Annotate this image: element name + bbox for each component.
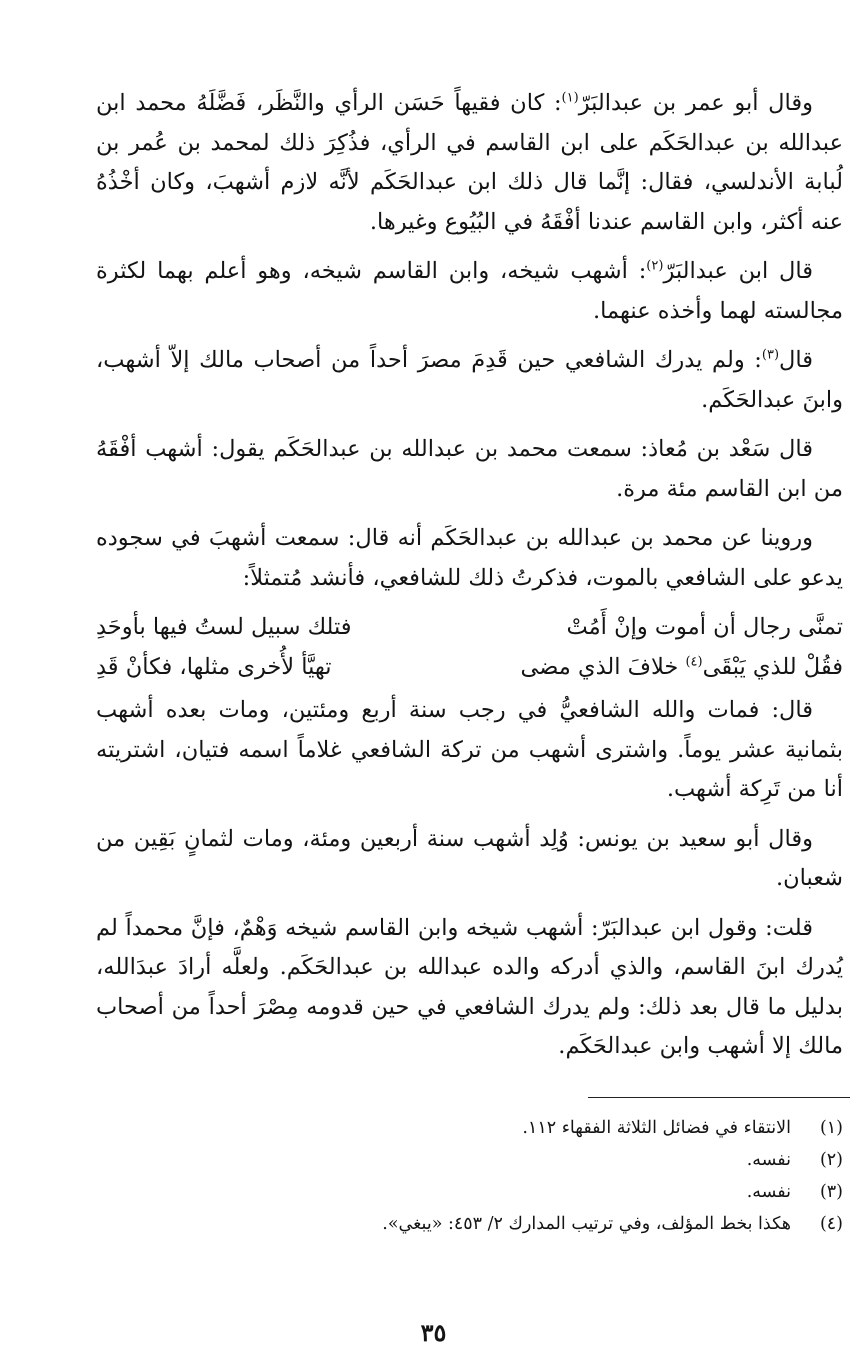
paragraph-4 xyxy=(96,430,843,509)
footnote-divider xyxy=(588,1097,850,1098)
paragraph-text: قال ابن عبدالبَرّ xyxy=(663,258,813,284)
footnote-2 xyxy=(96,1144,843,1176)
hemistich-second: تهيَّأ لأُخرى مثلها، فكأنْ قَدِ xyxy=(96,653,332,680)
footnote-ref-1: (١) xyxy=(561,90,579,106)
footnote-4 xyxy=(96,1208,843,1240)
paragraph-3 xyxy=(96,341,843,420)
footnote-text: نفسه. xyxy=(746,1182,791,1202)
verse-1 xyxy=(96,608,843,648)
footnote-1 xyxy=(96,1112,843,1144)
footnote-text: نفسه. xyxy=(746,1150,791,1170)
hemistich-first: تمنَّى رجال أن أموت وإنْ أَمُتْ xyxy=(566,614,843,640)
poem xyxy=(96,608,843,687)
paragraph-1 xyxy=(96,84,843,242)
paragraph-text: قال سَعْد بن مُعاذ: سمعت محمد بن عبدالله بن عبدالحَكَم يقول: أشهب أفْقَهُ من ابن القاسم مئة مرة. xyxy=(96,436,843,502)
footnote-ref-4: (٤) xyxy=(685,654,703,669)
footnote-ref-3: (٣) xyxy=(761,347,780,363)
page-number: ٣٥ xyxy=(420,1318,447,1347)
paragraph-text: قال xyxy=(779,347,813,373)
footnote-number: (٤) xyxy=(819,1214,843,1234)
footnotes xyxy=(96,1112,843,1240)
hemistich-first: فقُلْ للذي يَبْقَى$^{(٤)}$ خلافَ الذي مضى xyxy=(520,653,843,680)
footnote-number: (٣) xyxy=(819,1182,843,1202)
footnote-text: الانتقاء في فضائل الثلاثة الفقهاء ١١٢. xyxy=(522,1118,791,1138)
verse-2 xyxy=(96,648,843,688)
paragraph-5 xyxy=(96,519,843,598)
footnote-3 xyxy=(96,1176,843,1208)
paragraph-text: : كان فقيهاً حَسَن الرأي والنَّظَر، فَضَّلَهُ محمد ابن عبدالله بن عبدالحَكَم على ابن القاسم في الرأي، فذُكِرَ ذلك لمحمد بن عُمر بن لُبابة الأندلسي، فقال: إنَّما قال ذلك ابن عبدالحَكَم لأنَّه لازم أشهبَ، وكان أخْذُهُ عنه أكثر، وابن القاسم عندنا أفْقَهُ في البُيُوع وغيرها. xyxy=(96,90,843,235)
footnote-number: (١) xyxy=(819,1118,843,1138)
hemistich-second: فتلك سبيل لستُ فيها بأوحَدِ xyxy=(96,614,352,640)
paragraph-text: : أشهب شيخه، وابن القاسم شيخه، وهو أعلم بهما لكثرة مجالسته لهما وأخذه عنهما. xyxy=(96,258,843,324)
footnote-text: هكذا بخط المؤلف، وفي ترتيب المدارك ٢/ ٤٥٣: «يبغي». xyxy=(382,1214,791,1234)
paragraph-text: : ولم يدرك الشافعي حين قَدِمَ مصرَ أحداً من أصحاب مالك إلاّ أشهب، وابنَ عبدالحَكَم. xyxy=(96,347,843,413)
paragraph-2 xyxy=(96,252,843,331)
paragraph-6: قال: فمات والله الشافعيُّ في رجب سنة أربع ومئتين، ومات بعده أشهب بثمانية عشر يوماً. واشترى أشهب من تركة الشافعي غلاماً اسمه فتيان، اشتريته أنا من تَرِكة أشهب. xyxy=(96,697,843,802)
footnote-number: (٢) xyxy=(819,1150,843,1170)
paragraph-text: وقال أبو عمر بن عبدالبَرّ xyxy=(578,90,813,116)
main-text xyxy=(96,84,843,1077)
paragraph-text: وروينا عن محمد بن عبدالله بن عبدالحَكَم أنه قال: سمعت أشهبَ في سجوده يدعو على الشافعي بالموت، فذكرتُ ذلك للشافعي، فأنشد مُتمثلاً: xyxy=(96,525,843,591)
paragraph-7: وقال أبو سعيد بن يونس: وُلِد أشهب سنة أربعين ومئة، ومات لثمانٍ بَقِين من شعبان. xyxy=(96,825,843,891)
footnote-ref-2: (٢) xyxy=(646,258,664,274)
paragraph-8: قلت: وقول ابن عبدالبَرّ: أشهب شيخه وابن القاسم شيخه وَهْمٌ، فإنَّ محمداً لم يُدرك ابنَ القاسم، والذي أدركه والده عبدالله بن عبدالحَكَم. ولعلَّه أرادَ عبدَالله، بدليل ما قال بعد ذلك: ولم يدرك الشافعي في حين قدومه مِصْرَ أحداً من أصحاب مالك إلا أشهب وابن عبدالحَكَم. xyxy=(96,914,843,1059)
